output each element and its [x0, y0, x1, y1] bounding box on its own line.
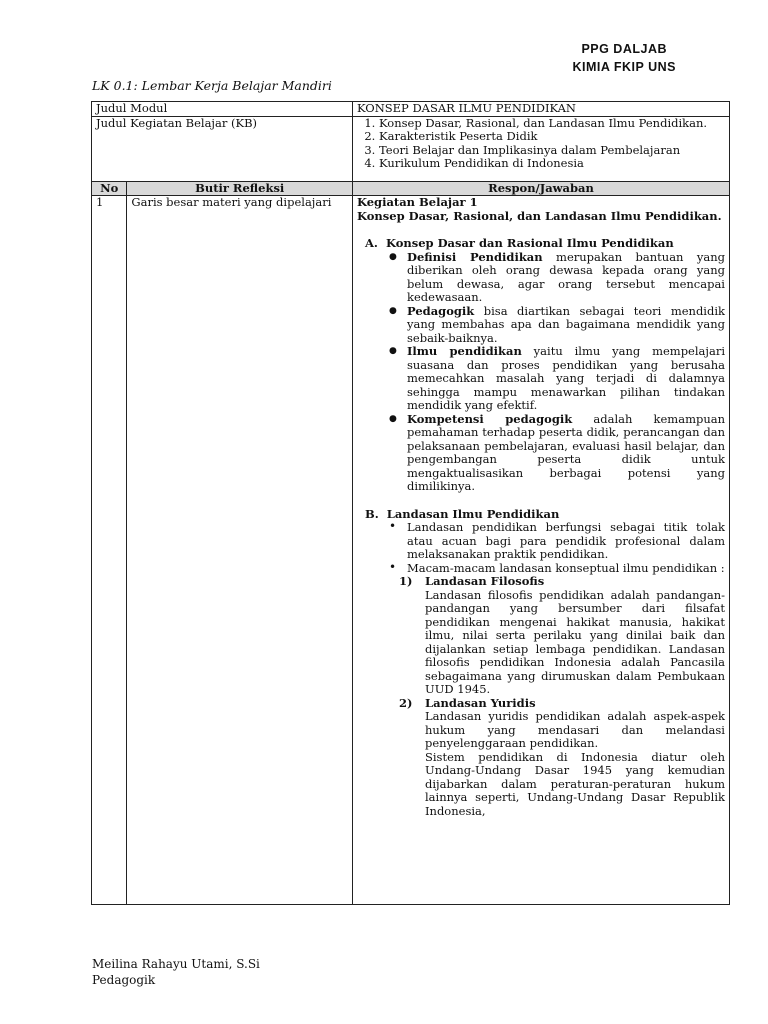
section-b-title: B. Landasan Ilmu Pendidikan: [365, 506, 560, 521]
table-row: [92, 196, 730, 905]
landasan-item: 1) Landasan Filosofis Landasan filosofis pendidikan adalah pandangan-pandangan yang bersumber dari filsafat pendidikan mengenai hakikat manusia, hakikat ilmu, nilai serta perilaku yang dinilai baik dan dijalankan setiap lembaga pendidikan. Landasan filosofis pendidikan Indonesia adalah Pancasila sebagaimana yang dirumuskan dalam Pembukaan UUD 1945.: [399, 574, 725, 696]
header-butir: Butir Refleksi: [127, 181, 353, 196]
worksheet-title: LK 0.1: Lembar Kerja Belajar Mandiri: [92, 78, 332, 93]
kb-item: 3. Teori Belajar dan Implikasinya dalam Pembelajaran: [379, 144, 725, 158]
kb-heading: Kegiatan Belajar 1: [357, 195, 478, 209]
section-b-list: [357, 521, 725, 818]
list-item: • Landasan pendidikan berfungsi sebagai titik tolak atau acuan bagi para pendidik profesional dalam melaksanakan praktik pendidikan.: [407, 521, 725, 562]
list-item: ● Definisi Pendidikan merupakan bantuan yang diberikan oleh orang dewasa kepada orang yang belum dewasa, agar orang tersebut mencapai kedewasaan.: [407, 251, 725, 305]
header-program: PPG DALJAB: [581, 42, 668, 56]
header-no: No: [92, 181, 127, 196]
row-number: 1: [92, 196, 127, 905]
modul-value: KONSEP DASAR ILMU PENDIDIKAN: [353, 102, 730, 117]
list-item: ● Pedagogik bisa diartikan sebagai teori mendidik yang membahas apa dan bagaimana mendidik yang sebaik-baiknya.: [407, 305, 725, 346]
table-header-row: [92, 181, 730, 196]
kb-row: [92, 116, 730, 181]
document-header: [572, 40, 676, 76]
kb-item: 1. Konsep Dasar, Rasional, dan Landasan Ilmu Pendidikan.: [379, 117, 725, 131]
page-footer: [92, 956, 260, 988]
row-butir: Garis besar materi yang dipelajari: [127, 196, 353, 905]
kb-list: [357, 117, 725, 171]
response-cell: [353, 196, 730, 905]
modul-row: [92, 102, 730, 117]
subject-name: Pedagogik: [92, 973, 156, 987]
kb-item: 4. Kurikulum Pendidikan di Indonesia: [379, 157, 725, 171]
list-item: ● Ilmu pendidikan yaitu ilmu yang mempelajari suasana dan proses pendidikan yang berusaha memecahkan masalah yang terjadi di dalamnya sehingga mampu menawarkan pilihan tindakan mendidik yang efektif.: [407, 345, 725, 413]
author-name: Meilina Rahayu Utami, S.Si: [92, 957, 260, 971]
header-respon: Respon/Jawaban: [353, 181, 730, 196]
kb-item: 2. Karakteristik Peserta Didik: [379, 130, 725, 144]
section-a-list: [357, 251, 725, 494]
kb-subheading: Konsep Dasar, Rasional, dan Landasan Ilmu Pendidikan.: [357, 208, 722, 223]
landasan-list: [399, 575, 725, 818]
section-a-title: A. Konsep Dasar dan Rasional Ilmu Pendidikan: [365, 236, 674, 250]
landasan-item: 2) Landasan Yuridis Landasan yuridis pendidikan adalah aspek-aspek hukum yang mendasari dan melandasi penyelenggaraan pendidikan. Sistem pendidikan di Indonesia diatur oleh Undang-Undang Dasar 1945 yang kemudian dijabarkan dalam peraturan-peraturan hukum lainnya seperti, Undang-Undang Dasar Republik Indonesia,: [399, 695, 725, 818]
worksheet-table: [91, 101, 730, 905]
kb-label: Judul Kegiatan Belajar (KB): [92, 116, 353, 181]
list-item: ● Kompetensi pedagogik adalah kemampuan pemahaman terhadap peserta didik, perancangan dan pelaksanaan pembelajaran, evaluasi hasil belajar, dan pengembangan peserta didik untuk mengaktualisasikan berbagai potensi yang dimilikinya.: [407, 413, 725, 494]
modul-label: Judul Modul: [92, 102, 353, 117]
header-department: KIMIA FKIP UNS: [572, 60, 676, 74]
kb-list-cell: [353, 116, 730, 181]
list-item: • Macam-macam landasan konseptual ilmu pendidikan : 1) Landasan Filosofis Landasan filosofis pendidikan adalah pandangan-pandangan yang bersumber dari filsafat pendidikan mengenai hakikat manusia, hakikat ilmu, nilai serta perilaku yang dinilai baik dan dijalankan setiap lembaga pendidikan. Landasan filosofis pendidikan Indonesia adalah Pancasila sebagaimana yang dirumuskan dalam Pembukaan UUD 1945. 2) Landasan Yuridis Landasan yuridis pendidikan adalah aspek-aspek hukum yang mendasari dan melandasi penyelenggaraan pendidikan. Sistem pendidikan di Indonesia diatur oleh Undang-Undang Dasar 1945 yang kemudian dijabarkan dalam peraturan-peraturan hukum lainnya seperti, Undang-Undang Dasar Republik Indonesia,: [407, 562, 725, 819]
